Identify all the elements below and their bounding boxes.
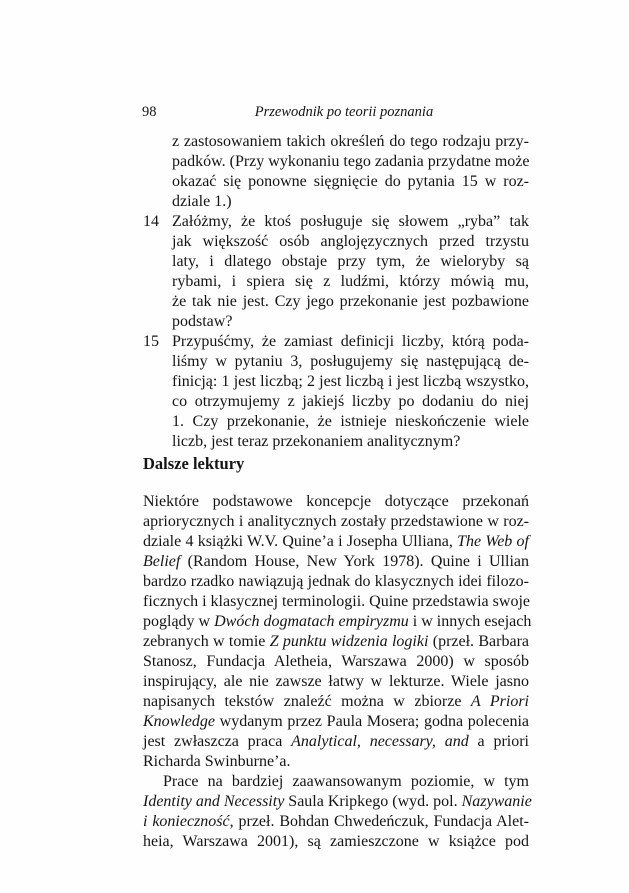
paragraph-line: dziale 4 książki W.V. Quine’a i Josepha Ulliana, The Web of <box>143 533 530 550</box>
question-line: 1. Czy przekonanie, że istnieje nieskończenie wiele <box>172 413 529 430</box>
paragraph-line: jest zwłaszcza praca Analytical, necessary, and a priori <box>143 733 529 750</box>
book-title: The Web of <box>457 533 530 550</box>
paragraph-line: i konieczność, przeł. Bohdan Chwedeńczuk, Fundacja Alet- <box>143 813 529 830</box>
paragraph-line: ficznych i klasycznej terminologii. Quine przedstawia swoje <box>143 593 530 610</box>
question-line: finicją: 1 jest liczbą; 2 jest liczbą i jest liczbą wszystko, <box>172 373 529 390</box>
question-line: Przypuśćmy, że zamiast definicji liczby, którą poda- <box>172 333 529 350</box>
paragraph-line: Stanosz, Fundacja Aletheia, Warszawa 2000) w sposób <box>143 653 529 670</box>
question-line: okazać się ponowne sięgnięcie do pytania 15 w roz- <box>172 173 529 190</box>
paragraph-line: heia, Warszawa 2001), są zamieszczone w książce pod <box>143 833 529 850</box>
book-title: Knowledge <box>143 713 215 730</box>
paragraph-line: Belief (Random House, New York 1978). Quine i Ullian <box>143 553 529 570</box>
running-title: Przewodnik po teorii poznania <box>254 104 434 120</box>
paragraph-line: Niektóre podstawowe koncepcje dotyczące przekonań <box>143 493 529 510</box>
article-title: Analytical, necessary, and <box>291 733 469 750</box>
paragraph-line: bardzo rzadko nawiązują jednak do klasycznych idei filozo- <box>143 573 529 590</box>
question-line: liczb, jest teraz przekonaniem analitycznym? <box>172 433 461 450</box>
section-heading: Dalsze lektury <box>143 454 245 473</box>
question-line: co otrzymujemy z jakiejś liczby po dodaniu do niej <box>172 393 529 410</box>
book-title: Identity and Necessity <box>143 793 285 810</box>
book-title: Dwóch dogmatach empiryzmu <box>214 613 409 630</box>
question-line: Załóżmy, że ktoś posługuje się słowem „ryba” tak <box>172 213 529 230</box>
question-line: dziale 1.) <box>172 193 232 210</box>
question-line: z zastosowaniem takich określeń do tego rodzaju przy- <box>172 133 529 150</box>
paragraph-line: napisanych tekstów znaleźć można w zbiorze A Priori <box>143 693 529 710</box>
question-line: podstaw? <box>172 313 233 330</box>
paragraph-line: Identity and Necessity Saula Kripkego (wyd. pol. Nazywanie <box>143 793 532 810</box>
question-number: 14 <box>143 213 159 230</box>
book-title: Nazywanie <box>461 793 532 810</box>
question-line: że tak nie jest. Czy jego przekonanie jest pozbawione <box>172 293 529 310</box>
book-title: A Priori <box>470 693 529 710</box>
question-line: padków. (Przy wykonaniu tego zadania przydatne może <box>172 153 530 170</box>
book-title: i konieczność <box>143 813 230 830</box>
paragraph-line: poglądy w Dwóch dogmatach empiryzmu i w innych esejach <box>143 613 532 630</box>
paragraph-line: Knowledge wydanym przez Paula Mosera; godna polecenia <box>143 713 529 730</box>
paragraph-line: zebranych w tomie Z punktu widzenia logiki (przeł. Barbara <box>143 633 529 650</box>
question-line: jak większość osób anglojęzycznych przed trzystu <box>172 233 529 250</box>
paragraph-line: inspirujący, ale nie zawsze łatwy w lekturze. Wiele jasno <box>143 673 529 690</box>
question-line: rybami, i spiera się z ludźmi, którzy mówią mu, <box>172 273 529 290</box>
paragraph-line: apriorycznych i analitycznych zostały przedstawione w roz- <box>143 513 529 530</box>
paragraph-line: Prace na bardziej zaawansowanym poziomie, w tym <box>163 773 529 790</box>
question-line: liśmy w pytaniu 3, posługujemy się następującą de- <box>172 353 529 370</box>
paragraph-line: Richarda Swinburne’a. <box>143 753 291 770</box>
question-number: 15 <box>143 333 159 350</box>
page-header <box>138 104 534 124</box>
question-line: laty, i dlatego obstaje przy tym, że wieloryby są <box>172 253 529 270</box>
page-number: 98 <box>142 104 157 120</box>
book-title: Belief <box>143 553 181 570</box>
book-title: Z punktu widzenia logiki <box>269 633 429 650</box>
